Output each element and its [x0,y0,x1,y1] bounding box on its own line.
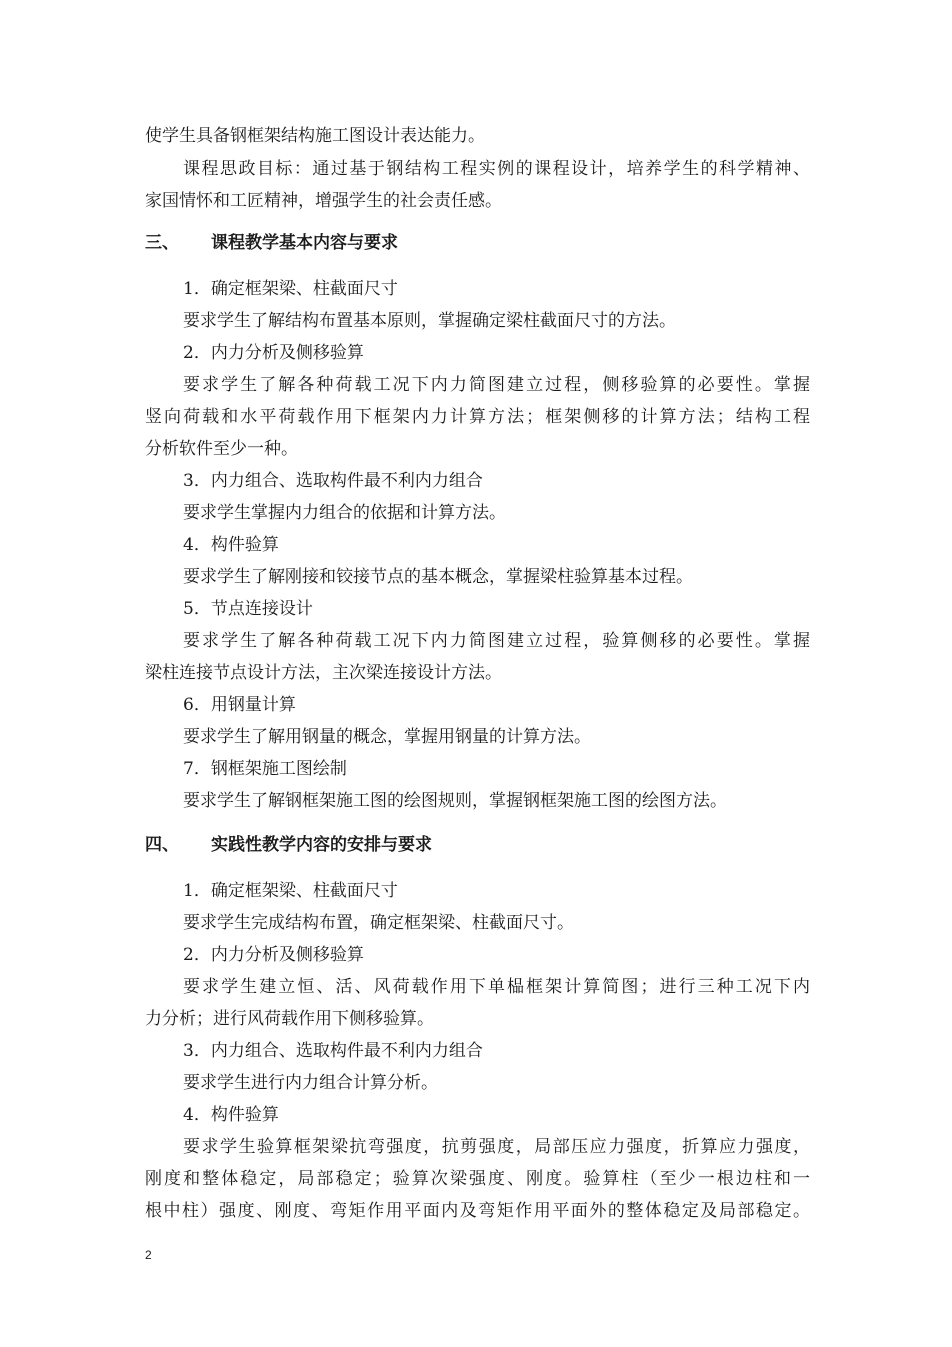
body-line: 梁柱连接节点设计方法，主次梁连接设计方法。 [145,663,502,683]
item-title: 6．用钢量计算 [183,695,296,715]
item-title: 4．构件验算 [183,535,279,555]
section-title: 课程教学基本内容与要求 [211,233,398,253]
section-number: 四、 [145,835,179,855]
body-line: 要求学生完成结构布置，确定框架梁、柱截面尺寸。 [183,913,574,933]
item-title: 2．内力分析及侧移验算 [183,343,364,363]
body-line: 家国情怀和工匠精神，增强学生的社会责任感。 [145,191,502,211]
body-line: 要求学生验算框架梁抗弯强度，抗剪强度，局部压应力强度，折算应力强度， [183,1137,810,1157]
page-number: 2 [145,1248,152,1262]
item-title: 5．节点连接设计 [183,599,313,619]
item-title: 2．内力分析及侧移验算 [183,945,364,965]
item-title: 3．内力组合、选取构件最不利内力组合 [183,1041,483,1061]
body-line: 要求学生了解用钢量的概念，掌握用钢量的计算方法。 [183,727,591,747]
section-heading-3 [145,232,398,254]
body-line: 要求学生进行内力组合计算分析。 [183,1073,438,1093]
body-line: 刚度和整体稳定，局部稳定；验算次梁强度、刚度。验算柱（至少一根边柱和一 [145,1169,810,1189]
section-title: 实践性教学内容的安排与要求 [211,835,432,855]
body-line: 要求学生了解各种荷载工况下内力简图建立过程，侧移验算的必要性。掌握 [183,375,810,395]
body-line: 使学生具备钢框架结构施工图设计表达能力。 [145,126,485,146]
item-title: 3．内力组合、选取构件最不利内力组合 [183,471,483,491]
item-title: 1．确定框架梁、柱截面尺寸 [183,881,398,901]
body-line: 根中柱）强度、刚度、弯矩作用平面内及弯矩作用平面外的整体稳定及局部稳定。 [145,1201,810,1221]
body-line: 要求学生建立恒、活、风荷载作用下单榀框架计算简图；进行三种工况下内 [183,977,810,997]
item-title: 7．钢框架施工图绘制 [183,759,347,779]
body-line: 课程思政目标：通过基于钢结构工程实例的课程设计，培养学生的科学精神、 [183,159,810,179]
item-title: 4．构件验算 [183,1105,279,1125]
body-line: 要求学生了解结构布置基本原则，掌握确定梁柱截面尺寸的方法。 [183,311,676,331]
section-heading-4 [145,834,432,856]
section-number: 三、 [145,233,179,253]
body-line: 要求学生了解刚接和铰接节点的基本概念，掌握梁柱验算基本过程。 [183,567,693,587]
body-line: 竖向荷载和水平荷载作用下框架内力计算方法；框架侧移的计算方法；结构工程 [145,407,810,427]
body-line: 力分析；进行风荷载作用下侧移验算。 [145,1009,434,1029]
body-line: 要求学生了解各种荷载工况下内力简图建立过程，验算侧移的必要性。掌握 [183,631,810,651]
body-line: 要求学生了解钢框架施工图的绘图规则，掌握钢框架施工图的绘图方法。 [183,791,727,811]
body-line: 分析软件至少一种。 [145,439,298,459]
body-line: 要求学生掌握内力组合的依据和计算方法。 [183,503,506,523]
item-title: 1．确定框架梁、柱截面尺寸 [183,279,398,299]
